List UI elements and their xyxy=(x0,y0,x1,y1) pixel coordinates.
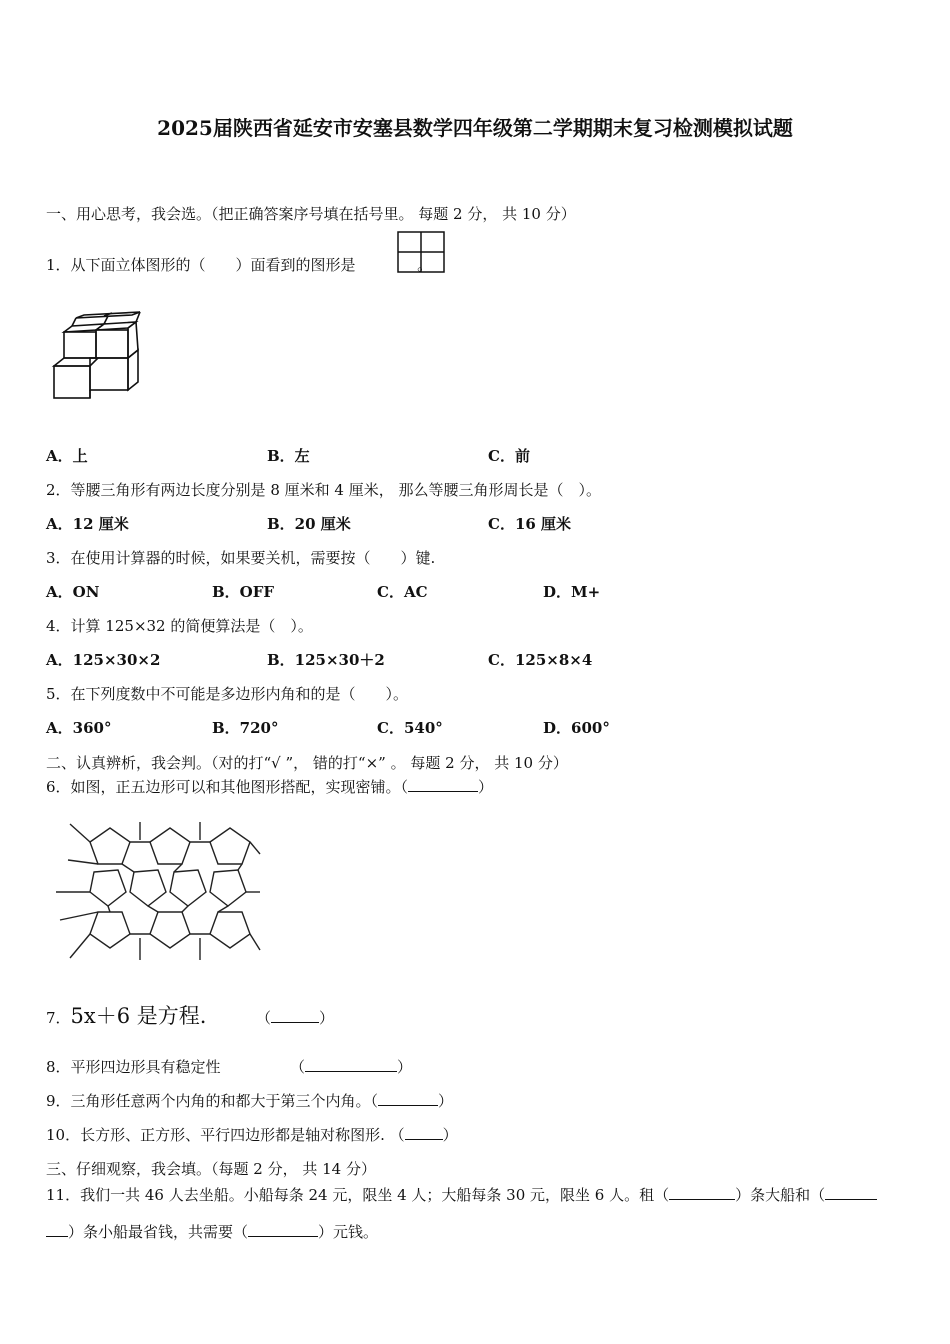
q3-option-a[interactable]: A．ON xyxy=(46,583,100,601)
q4-option-c[interactable]: C．125×8×4 xyxy=(488,651,593,669)
q3-option-d[interactable]: D．M+ xyxy=(543,583,601,601)
q1-option-c[interactable]: C．前 xyxy=(488,447,530,465)
q5-option-c[interactable]: C．540° xyxy=(377,719,443,737)
q1-view-grid-figure xyxy=(397,231,445,273)
q8-question: 8．平形四边形具有稳定性 xyxy=(46,1058,221,1076)
section-three-heading: 三、仔细观察，我会填。（每题 2 分， 共 14 分） xyxy=(46,1160,376,1178)
q11-text-2b: ）元钱。 xyxy=(318,1223,379,1241)
q1-text-after: 。 xyxy=(417,256,433,274)
q8-close-paren: ） xyxy=(397,1058,413,1076)
q5-option-a[interactable]: A．360° xyxy=(46,719,112,737)
page-title: 2025届陕西省延安市安塞县数学四年级第二学期期末复习检测模拟试题 xyxy=(157,116,793,140)
q4-text: 4．计算 125×32 的简便算法是（ ）。 xyxy=(46,617,313,635)
q11-line-2 xyxy=(46,1221,378,1242)
q1-text xyxy=(46,254,432,275)
q7-answer-blank[interactable] xyxy=(271,1008,319,1023)
section-two-heading: 二、认真辨析，我会判。（对的打“√ ”， 错的打“×” 。 每题 2 分， 共 10 分） xyxy=(46,754,568,772)
q1-cube-figure xyxy=(50,310,146,402)
q3-text: 3．在使用计算器的时候，如果要关机，需要按（ ）键. xyxy=(46,549,436,567)
q11-text-1a: 11．我们一共 46 人去坐船。小船每条 24 元，限坐 4 人；大船每条 30 元，限坐 6 人。租（ xyxy=(46,1186,670,1204)
q11-small-boats-blank-cont[interactable] xyxy=(46,1222,68,1237)
q9-text xyxy=(46,1090,453,1111)
q6-close-paren: ） xyxy=(478,778,494,796)
q5-text: 5．在下列度数中不可能是多边形内角和的是（ ）。 xyxy=(46,685,409,703)
section-one-heading: 一、用心思考，我会选。（把正确答案序号填在括号里。 每题 2 分， 共 10 分） xyxy=(46,205,576,223)
q8-text xyxy=(46,1056,221,1077)
q9-question: 9．三角形任意两个内角的和都大于第三个内角。（ xyxy=(46,1092,379,1110)
q8-answer xyxy=(290,1056,412,1077)
q7-number: 7． xyxy=(46,1009,71,1027)
q6-pentagon-tessellation-figure xyxy=(50,820,262,962)
q11-small-boats-blank[interactable] xyxy=(825,1185,877,1200)
q2-option-b[interactable]: B．20 厘米 xyxy=(267,515,351,533)
q10-open-paren: （ xyxy=(389,1126,405,1144)
q6-question: 6．如图，正五边形可以和其他图形搭配，实现密铺。（ xyxy=(46,778,409,796)
q10-text xyxy=(46,1124,458,1145)
q7-open-paren: （ xyxy=(256,1009,272,1027)
q5-option-b[interactable]: B．720° xyxy=(212,719,279,737)
q6-answer-blank[interactable] xyxy=(408,777,478,792)
q6-text xyxy=(46,776,493,797)
q7-text xyxy=(46,1000,334,1030)
q11-large-boats-blank[interactable] xyxy=(669,1185,735,1200)
q7-close-paren: ） xyxy=(319,1009,335,1027)
q3-option-c[interactable]: C．AC xyxy=(377,583,428,601)
q9-close-paren: ） xyxy=(438,1092,454,1110)
q9-answer-blank[interactable] xyxy=(378,1091,438,1106)
q10-answer-blank[interactable] xyxy=(405,1125,443,1140)
q7-expression: 5x＋6 是方程. xyxy=(70,1004,207,1028)
q11-total-cost-blank[interactable] xyxy=(248,1222,318,1237)
q10-close-paren: ） xyxy=(442,1126,458,1144)
q11-line-1 xyxy=(46,1184,877,1205)
q2-option-c[interactable]: C．16 厘米 xyxy=(488,515,572,533)
q1-option-b[interactable]: B．左 xyxy=(267,447,310,465)
q11-text-1b: ）条大船和（ xyxy=(735,1186,826,1204)
q5-option-d[interactable]: D．600° xyxy=(543,719,610,737)
q10-question: 10．长方形、正方形、平行四边形都是轴对称图形. xyxy=(46,1126,390,1144)
q8-answer-blank[interactable] xyxy=(305,1057,397,1072)
q11-text-2a: ）条小船最省钱，共需要（ xyxy=(68,1223,249,1241)
q3-option-b[interactable]: B．OFF xyxy=(212,583,275,601)
q1-text-before: 1．从下面立体图形的（ ）面看到的图形是 xyxy=(46,256,356,274)
q4-option-a[interactable]: A．125×30×2 xyxy=(46,651,161,669)
q2-option-a[interactable]: A．12 厘米 xyxy=(46,515,129,533)
q1-option-a[interactable]: A．上 xyxy=(46,447,88,465)
q8-open-paren: （ xyxy=(290,1058,306,1076)
q2-text: 2．等腰三角形有两边长度分别是 8 厘米和 4 厘米， 那么等腰三角形周长是（ ）。 xyxy=(46,481,601,499)
q4-option-b[interactable]: B．125×30＋2 xyxy=(267,651,385,669)
